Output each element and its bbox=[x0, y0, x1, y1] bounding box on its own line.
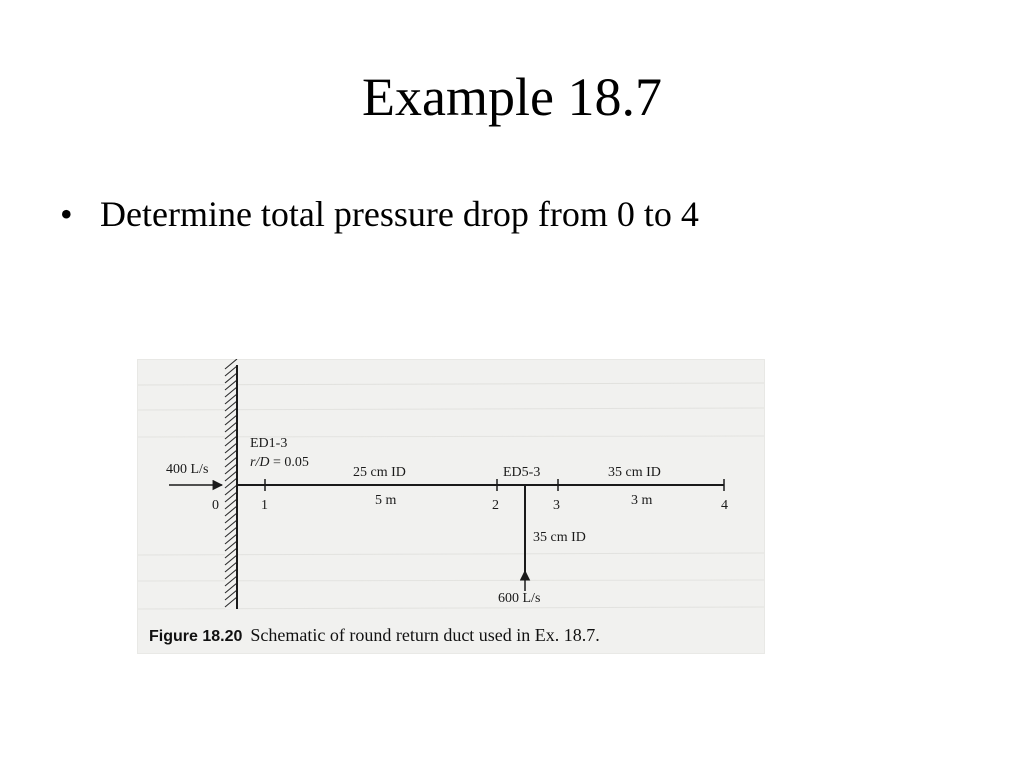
duct-schematic-figure bbox=[137, 359, 765, 654]
section-1-diameter-label: 25 cm ID bbox=[353, 465, 406, 480]
section-2-length-label: 3 m bbox=[631, 493, 653, 508]
figure-caption-text: Schematic of round return duct used in Ex. 18.7. bbox=[250, 625, 600, 645]
ratio-label bbox=[250, 455, 309, 470]
bullet-dot: • bbox=[60, 194, 73, 234]
branch-flow-label: 600 L/s bbox=[498, 591, 541, 606]
bullet-item bbox=[60, 190, 699, 238]
inlet-flow-label: 400 L/s bbox=[166, 462, 209, 477]
duct-schematic-svg bbox=[137, 359, 765, 654]
fitting-ed1-3-label: ED1-3 bbox=[250, 436, 288, 451]
node-4-label: 4 bbox=[721, 498, 728, 513]
figure-caption-label: Figure 18.20 bbox=[149, 628, 243, 645]
slide-title: Example 18.7 bbox=[362, 67, 662, 127]
node-2-label: 2 bbox=[492, 498, 499, 513]
branch-diameter-label: 35 cm ID bbox=[533, 530, 586, 545]
ratio-prefix: r/D bbox=[250, 455, 270, 470]
section-2-diameter-label: 35 cm ID bbox=[608, 465, 661, 480]
node-0-label: 0 bbox=[212, 498, 219, 513]
ratio-value: = 0.05 bbox=[269, 455, 309, 470]
node-1-label: 1 bbox=[261, 498, 268, 513]
fitting-ed5-3-label: ED5-3 bbox=[503, 465, 541, 480]
figure-caption bbox=[149, 625, 600, 645]
section-1-length-label: 5 m bbox=[375, 493, 397, 508]
node-3-label: 3 bbox=[553, 498, 560, 513]
bullet-text: Determine total pressure drop from 0 to 4 bbox=[100, 194, 699, 234]
wall bbox=[225, 359, 237, 609]
